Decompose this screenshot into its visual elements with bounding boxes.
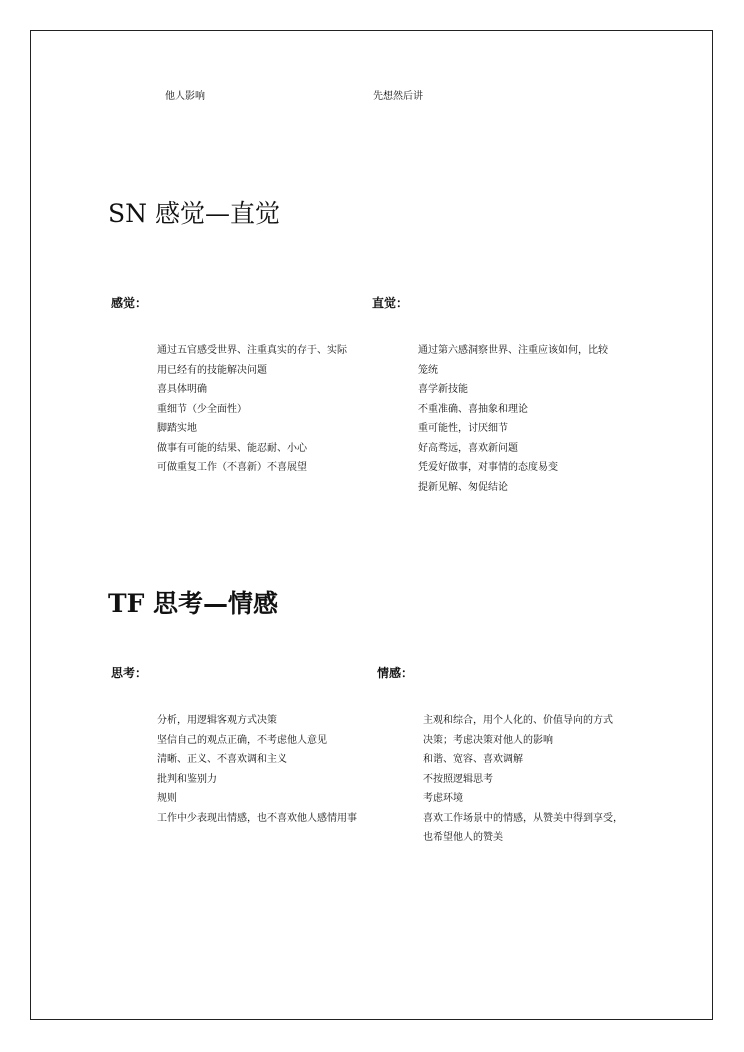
list-item: 不重准确、喜抽象和理论 <box>418 403 528 415</box>
list-item: 批判和鉴别力 <box>157 773 217 785</box>
list-item: 坚信自己的观点正确，不考虑他人意见 <box>157 734 327 746</box>
list-item: 喜欢工作场景中的情感，从赞美中得到享受， <box>423 812 623 824</box>
top-right-item <box>367 90 423 104</box>
feeling-label: 情感： <box>377 666 414 680</box>
sensing-label: 感觉： <box>111 296 148 310</box>
list-item: 分析，用逻辑客观方式决策 <box>157 715 277 726</box>
list-item: 不按照逻辑思考 <box>423 773 493 785</box>
list-item: 好高骛远，喜欢新问题 <box>418 442 518 454</box>
list-item: 脚踏实地 <box>157 423 197 434</box>
list-item: 可做重复工作（不喜新）不喜展望 <box>157 462 307 473</box>
list-item: 规则 <box>157 793 177 804</box>
list-item: 工作中少表现出情感，也不喜欢他人感情用事 <box>157 812 357 824</box>
tf-section-title: TF 思考—情感 <box>108 589 279 618</box>
list-item: 通过五官感受世界、注重真实的存于、实际 <box>157 345 347 356</box>
page-frame <box>30 30 713 1020</box>
list-item: 重细节（少全面性） <box>157 403 247 415</box>
list-item: 凭爱好做事，对事情的态度易变 <box>418 462 558 473</box>
top-left-text: 他人影响 <box>165 91 205 102</box>
sensing-list <box>143 341 347 478</box>
list-item: 重可能性，讨厌细节 <box>418 423 508 434</box>
thinking-list <box>143 711 357 828</box>
list-item: 用已经有的技能解决问题 <box>157 364 267 376</box>
list-item: 喜具体明确 <box>157 384 207 395</box>
thinking-label: 思考： <box>111 666 148 680</box>
list-item: 喜学新技能 <box>418 384 468 395</box>
intuition-label: 直觉： <box>372 296 409 310</box>
intuition-list <box>404 341 608 497</box>
list-item: 主观和综合，用个人化的、价值导向的方式 <box>423 715 613 726</box>
list-item-continuation: 也希望他人的赞美 <box>423 832 503 843</box>
top-right-text: 先想然后讲 <box>373 91 423 102</box>
list-item-continuation: 决策；考虑决策对他人的影响 <box>423 734 553 746</box>
list-item: 通过第六感洞察世界、注重应该如何，比较 <box>418 345 608 356</box>
feeling-list <box>409 711 623 848</box>
list-item: 清晰、正义、不喜欢调和主义 <box>157 754 287 765</box>
list-item: 提新见解、匆促结论 <box>418 481 508 493</box>
list-item-continuation: 笼统 <box>418 364 438 376</box>
sn-section-title: SN 感觉—直觉 <box>108 199 280 228</box>
list-item: 和谐、宽容、喜欢调解 <box>423 754 523 765</box>
list-item: 考虑环境 <box>423 793 463 804</box>
list-item: 做事有可能的结果、能忍耐、小心 <box>157 442 307 454</box>
